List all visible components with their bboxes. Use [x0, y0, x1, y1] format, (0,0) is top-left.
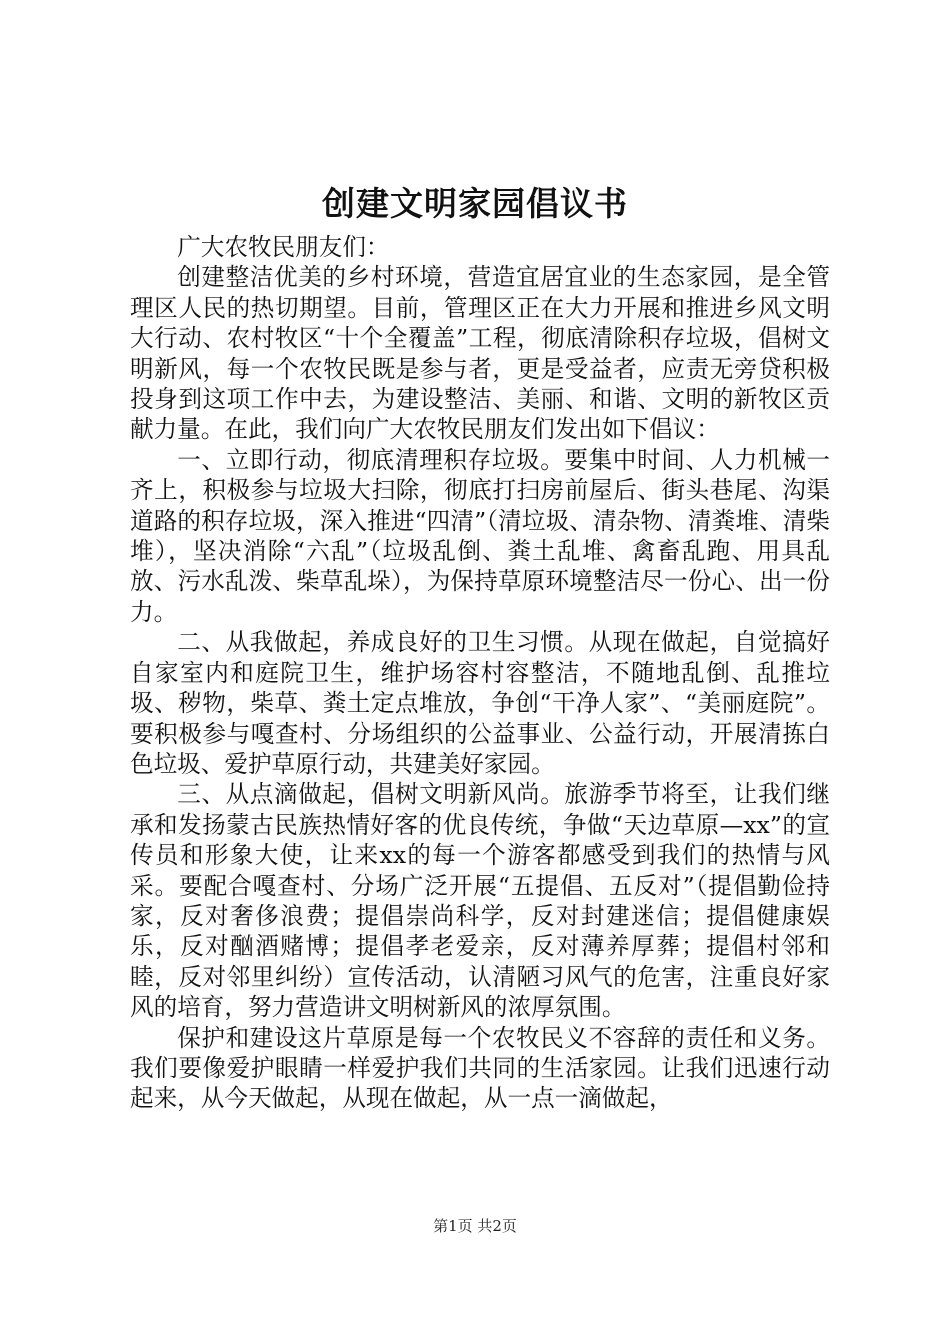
paragraph-item-2: 二、从我做起，养成良好的卫生习惯。从现在做起，自觉搞好自家室内和庭院卫生，维护场容村容整洁，不随地乱倒、乱推垃圾、秽物，柴草、粪土定点堆放，争创“干净人家”、“美丽庭院”。要积极参与嘎查村、分场组织的公益事业、公益行动，开展清拣白色垃圾、爱护草原行动，共建美好家园。	[130, 628, 830, 778]
paragraph-intro: 创建整洁优美的乡村环境，营造宜居宜业的生态家园，是全管理区人民的热切期望。目前，管理区正在大力开展和推进乡风文明大行动、农村牧区“十个全覆盖”工程，彻底清除积存垃圾，倡树文明新风，每一个农牧民既是参与者，更是受益者，应责无旁贷积极投身到这项工作中去，为建设整洁、美丽、和谐、文明的新牧区贡献力量。在此，我们向广大农牧民朋友们发出如下倡议：	[130, 263, 830, 444]
paragraph-item-3: 三、从点滴做起，倡树文明新风尚。旅游季节将至，让我们继承和发扬蒙古民族热情好客的优良传统，争做“天边草原—xx”的宣传员和形象大使，让来xx的每一个游客都感受到我们的热情与风采。要配合嘎查村、分场广泛开展“五提倡、五反对”（提倡勤俭持家，反对奢侈浪费；提倡崇尚科学，反对封建迷信；提倡健康娱乐，反对酗酒赌博；提倡孝老爱亲，反对薄养厚葬；提倡村邻和睦，反对邻里纠纷）宣传活动，认清陋习风气的危害，注重良好家风的培育，努力营造讲文明树新风的浓厚氛围。	[130, 780, 830, 1022]
salutation: 广大农牧民朋友们：	[177, 233, 390, 261]
paragraph-item-1: 一、立即行动，彻底清理积存垃圾。要集中时间、人力机械一齐上，积极参与垃圾大扫除，彻底打扫房前屋后、街头巷尾、沟渠道路的积存垃圾，深入推进“四清”（清垃圾、清杂物、清粪堆、清柴堆），坚决消除“六乱”（垃圾乱倒、粪土乱堆、禽畜乱跑、用具乱放、污水乱泼、柴草乱垛），为保持草原环境整洁尽一份心、出一份力。	[130, 445, 830, 626]
paragraph-closing: 保护和建设这片草原是每一个农牧民义不容辞的责任和义务。我们要像爱护眼睛一样爱护我们共同的生活家园。让我们迅速行动起来，从今天做起，从现在做起，从一点一滴做起，	[130, 1023, 830, 1113]
page-footer: 第1页 共2页	[433, 1217, 517, 1235]
document-title: 创建文明家园倡议书	[322, 184, 628, 223]
document-body	[130, 232, 830, 1114]
